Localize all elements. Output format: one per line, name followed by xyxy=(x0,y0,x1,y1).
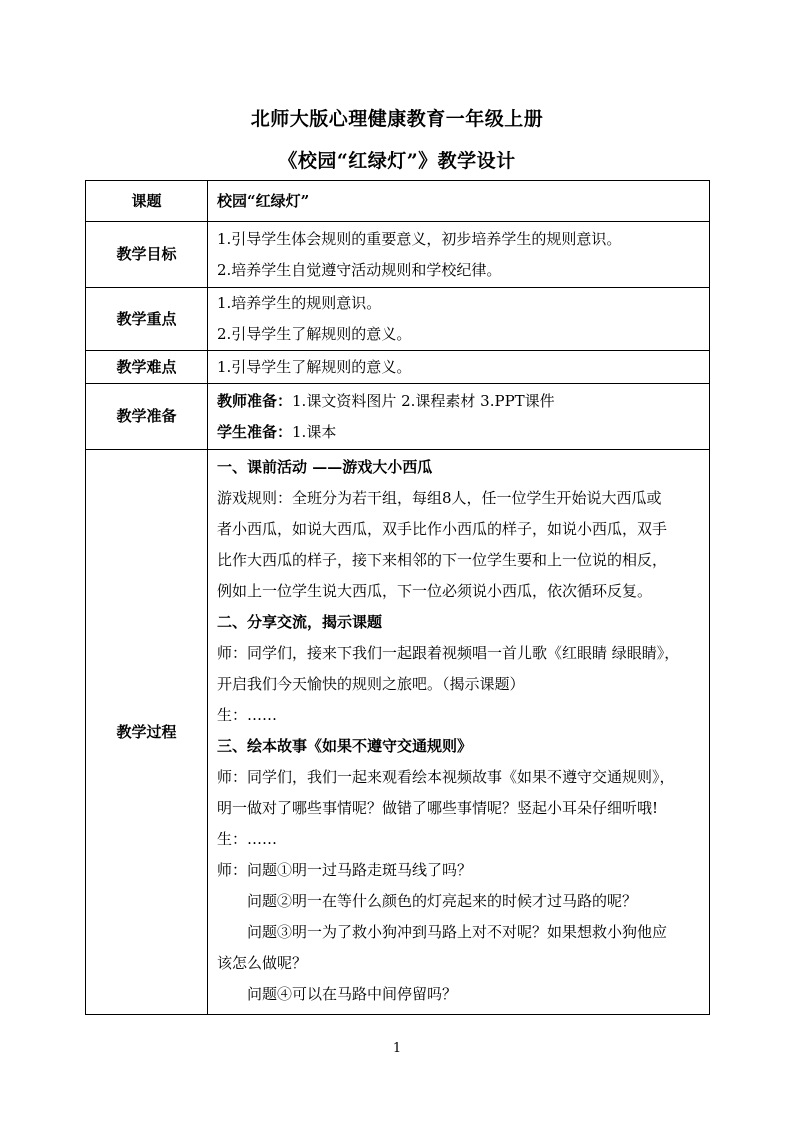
process-line: 明一做对了哪些事情呢？做错了哪些事情呢？竖起小耳朵仔细听哦! xyxy=(217,799,659,817)
page-number: 1 xyxy=(392,1041,402,1056)
student-prep-line xyxy=(217,417,700,448)
student-prep-text: 1.课本 xyxy=(292,422,337,441)
row-topic xyxy=(86,181,710,222)
process-line: 问题②明一在等什么颜色的灯亮起来的时候才过马路的呢？ xyxy=(247,892,638,910)
process-line: 问题③明一为了救小狗冲到马路上对不对呢？如果想救小狗他应 xyxy=(247,923,668,941)
teacher-prep-label: 教师准备： xyxy=(217,391,293,410)
prep-label: 教学准备 xyxy=(86,384,208,450)
process-content xyxy=(208,450,710,1015)
row-prep xyxy=(86,384,710,450)
topic-label: 课题 xyxy=(86,181,208,222)
row-focus xyxy=(86,288,710,351)
process-line: 生：…… xyxy=(217,830,278,848)
document-title: 北师大版心理健康教育一年级上册 xyxy=(250,108,544,130)
row-goals xyxy=(86,222,710,288)
topic-value: 校园“红绿灯” xyxy=(208,181,710,222)
goals-content xyxy=(208,222,710,288)
goal-line: 2.培养学生自觉遵守活动规则和学校纪律。 xyxy=(217,260,502,279)
process-line: 者小西瓜，如说大西瓜，双手比作小西瓜的样子，如说小西瓜，双手 xyxy=(217,520,668,538)
teacher-prep-line xyxy=(217,386,700,417)
process-line: 问题④可以在马路中间停留吗？ xyxy=(247,985,458,1003)
process-line: 游戏规则：全班分为若干组，每组8人，任一位学生开始说大西瓜或 xyxy=(217,489,662,507)
process-line: 该怎么做呢？ xyxy=(217,954,308,972)
goal-line: 1.引导学生体会规则的重要意义，初步培养学生的规则意识。 xyxy=(217,229,622,248)
process-label: 教学过程 xyxy=(86,450,208,1015)
process-line: 开启我们今天愉快的规则之旅吧。（揭示课题） xyxy=(217,675,525,693)
process-line: 例如上一位学生说大西瓜，下一位必须说小西瓜，依次循环反复。 xyxy=(217,582,653,600)
focus-line: 2.引导学生了解规则的意义。 xyxy=(217,325,412,343)
process-heading: 三、绘本故事《如果不遵守交通规则》 xyxy=(217,737,473,755)
focus-line: 1.培养学生的规则意识。 xyxy=(217,294,382,312)
row-difficulty xyxy=(86,351,710,384)
row-process xyxy=(86,450,710,1015)
student-prep-label: 学生准备： xyxy=(217,422,293,441)
process-line: 师：问题①明一过马路走斑马线了吗？ xyxy=(217,861,473,879)
focus-label: 教学重点 xyxy=(86,288,208,351)
difficulty-content xyxy=(208,351,710,384)
prep-content xyxy=(208,384,710,450)
teacher-prep-text: 1.课文资料图片 2.课程素材 3.PPT课件 xyxy=(292,391,555,410)
focus-content xyxy=(208,288,710,351)
process-line: 师：同学们，接来下我们一起跟着视频唱一首儿歌《红眼睛 绿眼睛》， xyxy=(217,644,680,662)
process-line: 比作大西瓜的样子，接下来相邻的下一位学生要和上一位说的相反， xyxy=(217,551,668,569)
document-subtitle: 《校园“红绿灯”》教学设计 xyxy=(278,150,516,172)
goals-label: 教学目标 xyxy=(86,222,208,288)
lesson-plan-table xyxy=(85,180,710,1015)
process-heading: 一、课前活动 ——游戏大小西瓜 xyxy=(217,458,433,476)
difficulty-label: 教学难点 xyxy=(86,351,208,384)
difficulty-line: 1.引导学生了解规则的意义。 xyxy=(217,357,412,376)
process-heading: 二、分享交流，揭示课题 xyxy=(217,613,383,631)
process-line: 师：同学们，我们一起来观看绘本视频故事《如果不遵守交通规则》， xyxy=(217,768,675,786)
process-line: 生：…… xyxy=(217,706,278,724)
